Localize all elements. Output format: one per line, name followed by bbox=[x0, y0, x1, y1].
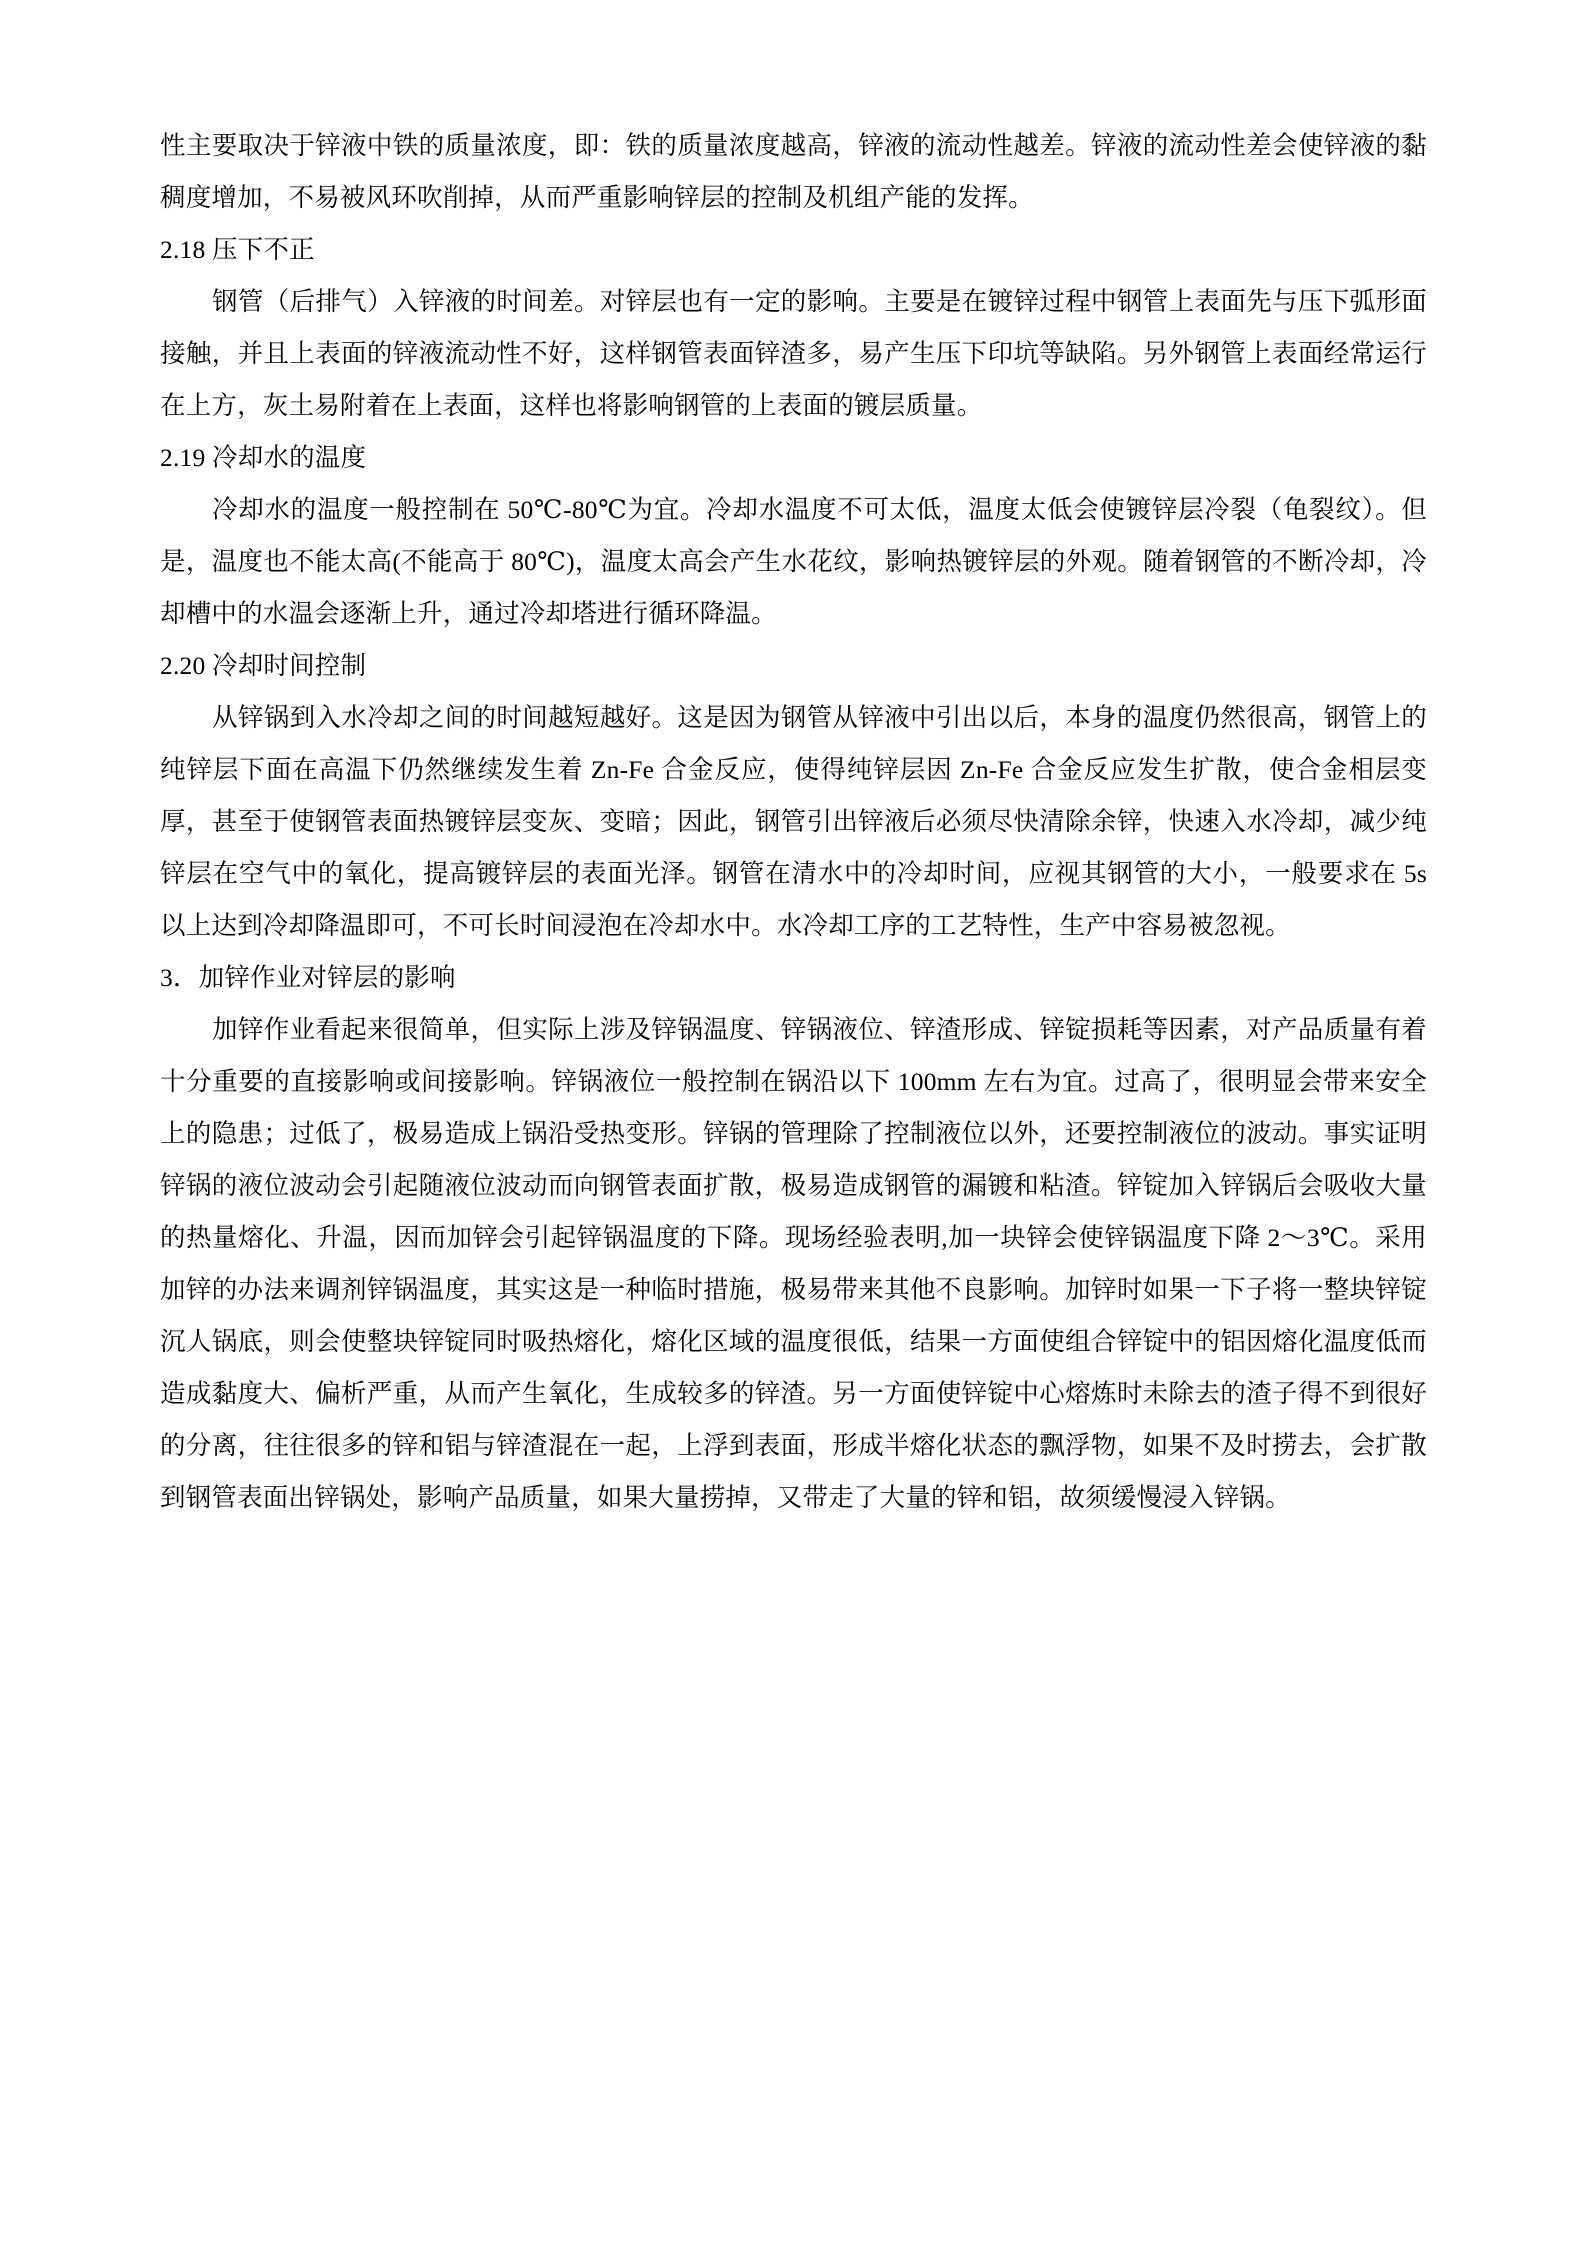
section-heading-3: 3．加锌作业对锌层的影响 bbox=[160, 963, 456, 992]
document-body bbox=[160, 120, 1427, 1524]
paragraph-3: 加锌作业看起来很简单，但实际上涉及锌锅温度、锌锅液位、锌渣形成、锌锭损耗等因素，对产品质量有着十分重要的直接影响或间接影响。锌锅液位一般控制在锅沿以下 100mm 左右为宜。过高了，很明显会带来安全上的隐患；过低了，极易造成上锅沿受热变形。锌锅的管理除了控制液位以外，还要控制液位的波动。事实证明锌锅的液位波动会引起随液位波动而向钢管表面扩散，极易造成钢管的漏镀和粘渣。锌锭加入锌锅后会吸收大量的热量熔化、升温，因而加锌会引起锌锅温度的下降。现场经验表明,加一块锌会使锌锅温度下降 2～3℃。采用加锌的办法来调剂锌锅温度，其实这是一种临时措施，极易带来其他不良影响。加锌时如果一下子将一整块锌锭沉人锅底，则会使整块锌锭同时吸热熔化，熔化区域的温度很低，结果一方面使组合锌锭中的铝因熔化温度低而造成黏度大、偏析严重，从而产生氧化，生成较多的锌渣。另一方面使锌锭中心熔炼时未除去的渣子得不到很好的分离，往往很多的锌和铝与锌渣混在一起，上浮到表面，形成半熔化状态的飘浮物，如果不及时捞去，会扩散到钢管表面出锌锅处，影响产品质量，如果大量捞掉，又带走了大量的锌和铝，故须缓慢浸入锌锅。 bbox=[160, 1015, 1427, 1512]
paragraph-continued: 性主要取决于锌液中铁的质量浓度，即：铁的质量浓度越高，锌液的流动性越差。锌液的流动性差会使锌液的黏稠度增加，不易被风环吹削掉，从而严重影响锌层的控制及机组产能的发挥。 bbox=[160, 131, 1427, 212]
paragraph-2-18: 钢管（后排气）入锌液的时间差。对锌层也有一定的影响。主要是在镀锌过程中钢管上表面先与压下弧形面接触，并且上表面的锌液流动性不好，这样钢管表面锌渣多，易产生压下印坑等缺陷。另外钢管上表面经常运行在上方，灰土易附着在上表面，这样也将影响钢管的上表面的镀层质量。 bbox=[160, 287, 1427, 420]
paragraph-2-19: 冷却水的温度一般控制在 50℃-80℃为宜。冷却水温度不可太低，温度太低会使镀锌层冷裂（龟裂纹）。但是，温度也不能太高(不能高于 80℃)，温度太高会产生水花纹，影响热镀锌层的外观。随着钢管的不断冷却，冷却槽中的水温会逐渐上升，通过冷却塔进行循环降温。 bbox=[160, 495, 1427, 628]
section-heading-2-20: 2.20 冷却时间控制 bbox=[160, 651, 367, 680]
paragraph-2-20: 从锌锅到入水冷却之间的时间越短越好。这是因为钢管从锌液中引出以后，本身的温度仍然很高，钢管上的纯锌层下面在高温下仍然继续发生着 Zn-Fe 合金反应，使得纯锌层因 Zn-Fe 合金反应发生扩散，使合金相层变厚，甚至于使钢管表面热镀锌层变灰、变暗；因此，钢管引出锌液后必须尽快清除余锌，快速入水冷却，减少纯锌层在空气中的氧化，提高镀锌层的表面光泽。钢管在清水中的冷却时间，应视其钢管的大小，一般要求在 5s 以上达到冷却降温即可，不可长时间浸泡在冷却水中。水冷却工序的工艺特性，生产中容易被忽视。 bbox=[160, 703, 1427, 940]
section-heading-2-19: 2.19 冷却水的温度 bbox=[160, 443, 367, 472]
section-heading-2-18: 2.18 压下不正 bbox=[160, 235, 315, 264]
